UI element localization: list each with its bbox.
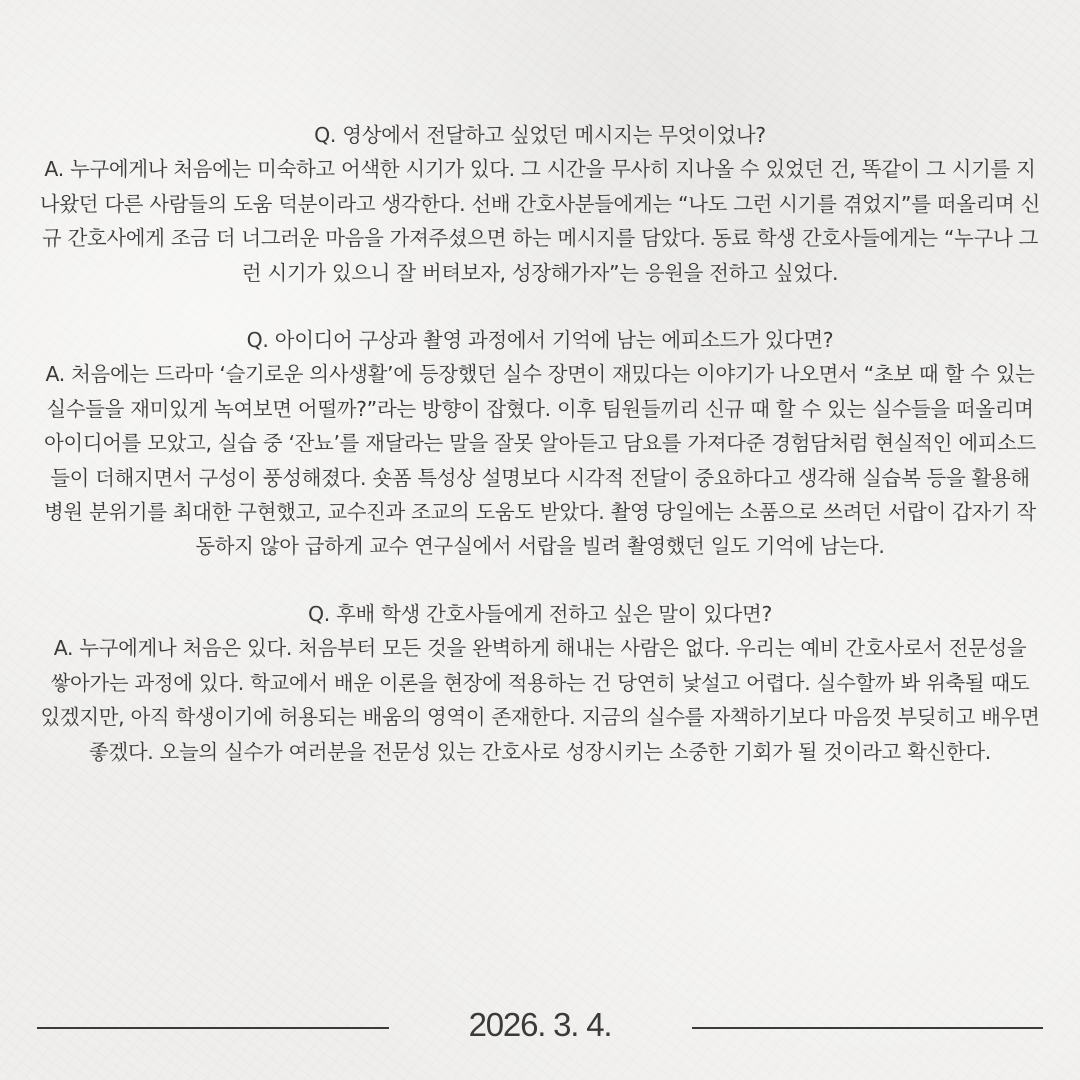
question-line: Q. 영상에서 전달하고 싶었던 메시지는 무엇이었나? [314,123,766,147]
question-line: Q. 후배 학생 간호사들에게 전하고 싶은 말이 있다면? [307,601,773,626]
qa-block-advice [0,597,1080,769]
qa-block-message [0,118,1080,290]
answer-line: 병원 분위기를 최대한 구현했고, 교수진과 조교의 도움도 받았다. 촬영 당일에는 소품으로 쓰려던 서랍이 갑자기 작 [44,500,1036,525]
answer-line: A. 처음에는 드라마 ‘슬기로운 의사생활’에 등장했던 실수 장면이 재밌다는 이야기가 나오면서 “초보 때 할 수 있는 [45,362,1035,387]
answer-line: 아이디어를 모았고, 실습 중 ‘잔뇨’를 재달라는 말을 잘못 알아듣고 담요를 가져다준 경험담처럼 현실적인 에피소드 [44,431,1036,456]
answer-line: 규 간호사에게 조금 더 너그러운 마음을 가져주셨으면 하는 메시지를 담았다. 동료 학생 간호사들에게는 “누구나 그 [41,226,1039,251]
answer-line: 나왔던 다른 사람들의 도움 덕분이라고 생각한다. 선배 간호사분들에게는 “나도 그런 시기를 겪었지”를 떠올리며 신 [39,191,1041,216]
answer-line: A. 누구에게나 처음에는 미숙하고 어색한 시기가 있다. 그 시간을 무사히 지나올 수 있었던 건, 똑같이 그 시기를 지 [44,157,1036,182]
answer-line: 동하지 않아 급하게 교수 연구실에서 서랍을 빌려 촬영했던 일도 기억에 남는다. [195,534,885,559]
answer-line: 실수들을 재미있게 녹여보면 어떨까?”라는 방향이 잡혔다. 이후 팀원들끼리 신규 때 할 수 있는 실수들을 떠올리며 [46,396,1034,421]
publish-date: 2026. 3. 4. [468,1006,612,1043]
answer-line: 쌓아가는 과정에 있다. 학교에서 배운 이론을 현장에 적용하는 건 당연히 낯설고 어렵다. 실수할까 봐 위축될 때도 [50,670,1030,695]
question-line: Q. 아이디어 구상과 촬영 과정에서 기억에 남는 에피소드가 있다면? [246,328,834,353]
answer-line: 있겠지만, 아직 학생이기에 허용되는 배움의 영역이 존재한다. 지금의 실수를 자책하기보다 마음껏 부딪히고 배우면 [40,705,1040,730]
qa-block-episode [0,323,1080,564]
answer-line: 좋겠다. 오늘의 실수가 여러분을 전문성 있는 간호사로 성장시키는 소중한 기회가 될 것이라고 확신한다. [89,739,991,764]
footer [0,1000,1080,1056]
answer-line: 들이 더해지면서 구성이 풍성해졌다. 숏폼 특성상 설명보다 시각적 전달이 중요하다고 생각해 실습복 등을 활용해 [50,465,1030,490]
answer-line: 런 시기가 있으니 잘 버텨보자, 성장해가자”는 응원을 전하고 싶었다. [241,260,839,285]
interview-article [0,118,1080,802]
divider-right [692,1027,1043,1029]
answer-line: A. 누구에게나 처음은 있다. 처음부터 모든 것을 완벽하게 해내는 사람은 없다. 우리는 예비 간호사로서 전문성을 [53,636,1027,661]
